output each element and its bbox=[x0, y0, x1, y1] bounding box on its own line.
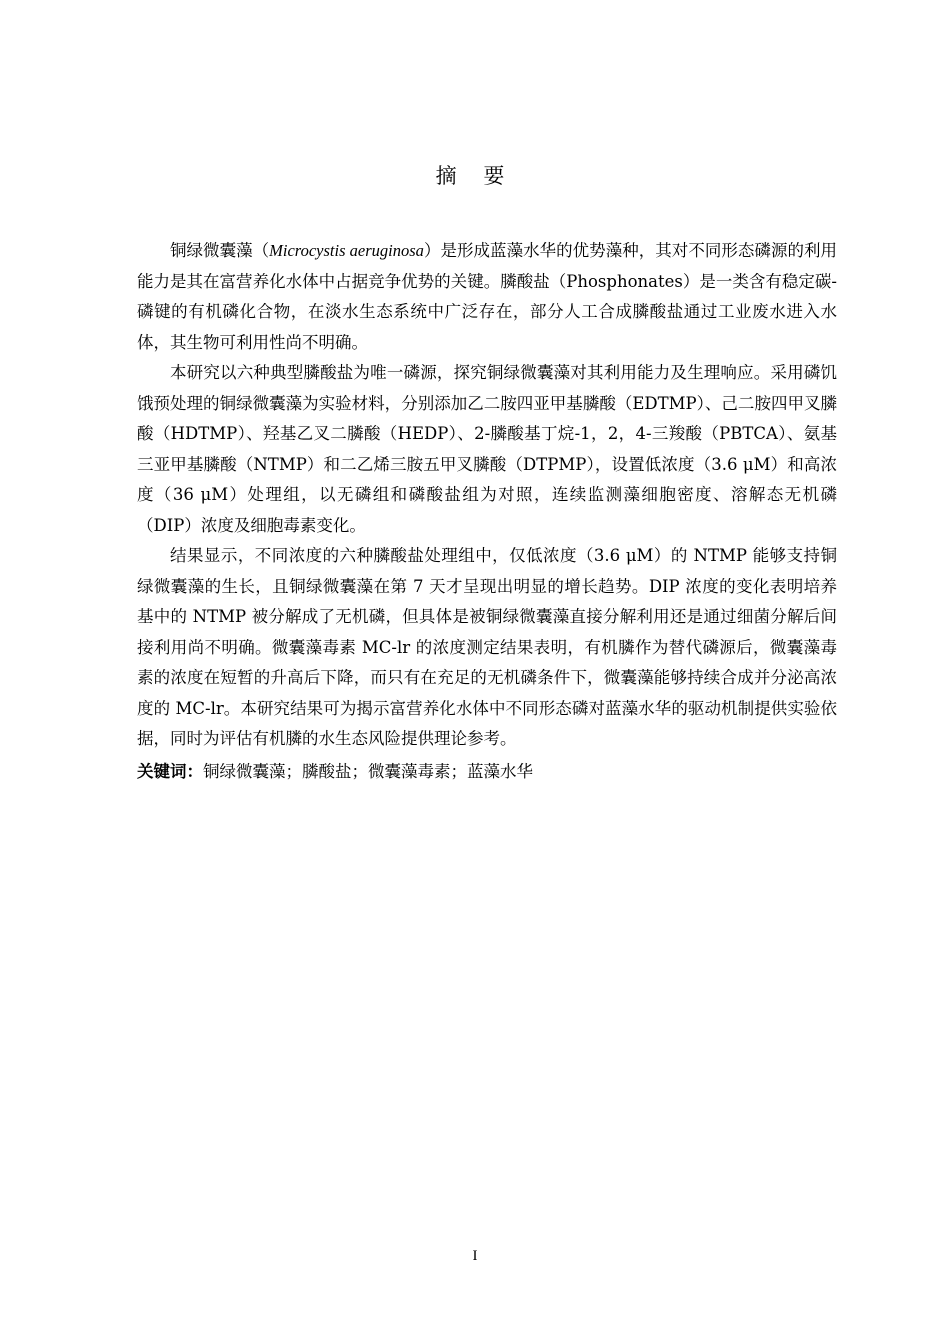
keywords-label: 关键词： bbox=[137, 761, 203, 781]
keywords-line bbox=[137, 757, 837, 788]
paragraph-1-intro: 铜绿微囊藻（ bbox=[170, 241, 270, 260]
keywords-value: 铜绿微囊藻；膦酸盐；微囊藻毒素；蓝藻水华 bbox=[203, 761, 533, 781]
abstract-paragraph-3: 结果显示，不同浓度的六种膦酸盐处理组中，仅低浓度（3.6 μM）的 NTMP 能够支持铜绿微囊藻的生长，且铜绿微囊藻在第 7 天才呈现出明显的增长趋势。DIP 浓度的变化表明培养基中的 NTMP 被分解成了无机磷，但具体是被铜绿微囊藻直接分解利用还是通过细菌分解后间接利用尚不明确。微囊藻毒素 MC-lr 的浓度测定结果表明，有机膦作为替代磷源后，微囊藻毒素的浓度在短暂的升高后下降，而只有在充足的无机磷条件下，微囊藻能够持续合成并分泌高浓度的 MC-lr。本研究结果可为揭示富营养化水体中不同形态磷对蓝藻水华的驱动机制提供实验依据，同时为评估有机膦的水生态风险提供理论参考。 bbox=[137, 546, 837, 748]
species-name: Microcystis aeruginosa bbox=[269, 241, 424, 260]
abstract-title: 摘 要 bbox=[435, 164, 515, 188]
abstract-paragraph-1 bbox=[137, 236, 837, 358]
abstract-body bbox=[137, 236, 837, 787]
page-number: I bbox=[472, 1248, 478, 1264]
abstract-paragraph-2: 本研究以六种典型膦酸盐为唯一磷源，探究铜绿微囊藻对其利用能力及生理响应。采用磷饥饿预处理的铜绿微囊藻为实验材料，分别添加乙二胺四亚甲基膦酸（EDTMP）、己二胺四甲叉膦酸（HDTMP）、羟基乙叉二膦酸（HEDP）、2-膦酸基丁烷-1，2，4-三羧酸（PBTCA）、氨基三亚甲基膦酸（NTMP）和二乙烯三胺五甲叉膦酸（DTPMP），设置低浓度（3.6 μM）和高浓度（36 μM）处理组，以无磷组和磷酸盐组为对照，连续监测藻细胞密度、溶解态无机磷（DIP）浓度及细胞毒素变化。 bbox=[137, 363, 837, 535]
paragraph-1-rest: ）是形成蓝藻水华的优势藻种，其对不同形态磷源的利用能力是其在富营养化水体中占据竞争优势的关键。膦酸盐（Phosphonates）是一类含有稳定碳-磷键的有机磷化合物，在淡水生态系统中广泛存在，部分人工合成膦酸盐通过工业废水进入水体，其生物可利用性尚不明确。 bbox=[137, 241, 838, 352]
